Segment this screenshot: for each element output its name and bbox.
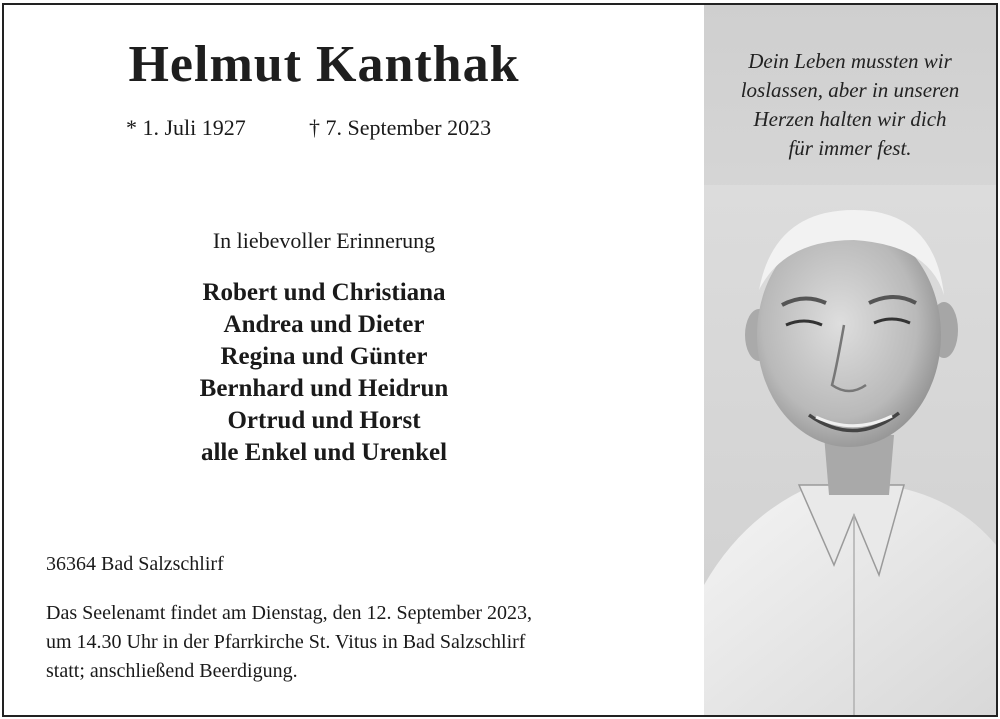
quote-line: Herzen halten wir dich	[753, 107, 947, 131]
obituary-notice	[2, 3, 998, 717]
mourner-line: alle Enkel und Urenkel	[200, 439, 448, 466]
mourner-line: Ortrud und Horst	[227, 407, 421, 434]
mourners-list	[4, 277, 644, 469]
portrait-photo	[704, 185, 996, 715]
mourner-line: Bernhard und Heidrun	[199, 375, 449, 402]
quote-photo-panel	[704, 5, 996, 715]
quote-line: Dein Leben mussten wir	[748, 49, 952, 73]
memorial-quote	[704, 47, 996, 163]
quote-line: loslassen, aber in unseren	[740, 78, 960, 102]
service-line: Das Seelenamt findet am Dienstag, den 12. September 2023,	[46, 602, 532, 624]
mourner-line: Regina und Günter	[220, 343, 428, 370]
deceased-name: Helmut Kanthak	[128, 36, 520, 93]
mourner-line: Robert und Christiana	[202, 279, 446, 306]
birth-date: * 1. Juli 1927	[126, 115, 246, 140]
death-date: † 7. September 2023	[309, 115, 492, 140]
service-line: um 14.30 Uhr in der Pfarrkirche St. Vitus in Bad Salzschlirf	[46, 631, 526, 653]
mourner-line: Andrea und Dieter	[223, 311, 425, 338]
quote-line: für immer fest.	[788, 136, 912, 160]
service-info	[46, 599, 696, 686]
notice-text-panel	[4, 5, 704, 715]
service-line: statt; anschließend Beerdigung.	[46, 660, 298, 682]
location: 36364 Bad Salzschlirf	[46, 553, 224, 575]
memory-line: In liebevoller Erinnerung	[212, 228, 436, 253]
